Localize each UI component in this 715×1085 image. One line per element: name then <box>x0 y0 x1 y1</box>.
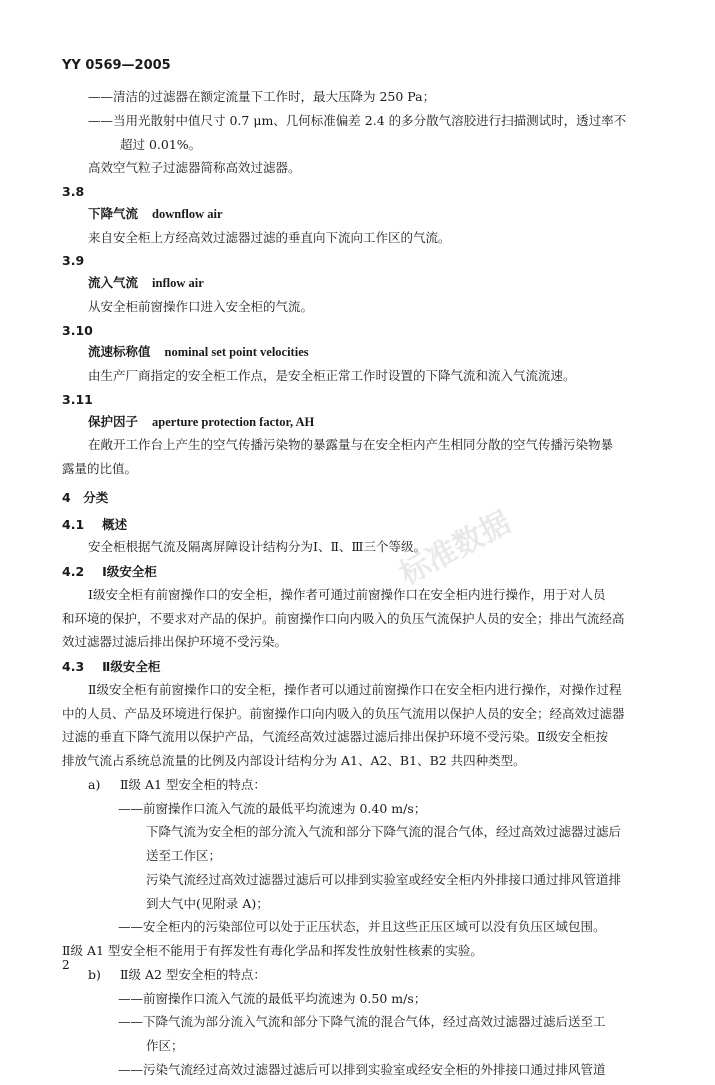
watermark: 标准数据 <box>394 505 517 593</box>
list-subitem: ——污染气流经过高效过滤器过滤后可以排到实验室或经安全柜的外排接口通过排风管道 <box>118 1061 606 1077</box>
list-title: Ⅱ级 A1 型安全柜的特点： <box>120 776 266 792</box>
paragraph-line: 排放气流占系统总流量的比例及内部设计结构分为 A1、A2、B1、B2 共四种类型。 <box>62 753 526 768</box>
clause-number: 4.3 <box>62 659 85 674</box>
term-en: nominal set point velocities <box>164 345 309 360</box>
term-cn: 流速标称值 <box>88 344 151 360</box>
clause-title: Ⅰ级安全柜 <box>102 564 157 579</box>
paragraph-line: 过滤的垂直下降气流用以保护产品，气流经高效过滤器过滤后排出保护环境不受污染。Ⅱ级安全柜按 <box>62 729 608 745</box>
paragraph-line: Ⅰ级安全柜有前窗操作口的安全柜，操作者可通过前窗操作口在安全柜内进行操作，用于对人员 <box>88 586 606 602</box>
list-subitem: 污染气流经过高效过滤器过滤后可以排到实验室或经安全柜内外排接口通过排风管道排 <box>146 871 622 887</box>
section-number: 3.11 <box>62 391 93 407</box>
list-item-a <box>62 776 662 795</box>
clause-number: 4.1 <box>62 516 85 532</box>
term-heading <box>62 274 662 293</box>
clause-title: 概述 <box>102 516 128 532</box>
paragraph-line: Ⅱ级安全柜有前窗操作口的安全柜，操作者可以通过前窗操作口在安全柜内进行操作，对操作过程 <box>88 681 622 697</box>
clause-number: 4.2 <box>62 564 85 579</box>
clause-title: Ⅱ级安全柜 <box>102 659 161 674</box>
standard-number: YY 0569—2005 <box>62 58 171 73</box>
term-en: inflow air <box>152 276 204 290</box>
text-line: 超过 0.01%。 <box>120 136 202 152</box>
list-marker: b) <box>88 966 101 982</box>
clause-heading <box>62 658 662 677</box>
section-number: 3.9 <box>62 253 85 269</box>
section-number: 3.10 <box>62 322 93 338</box>
term-en: downflow air <box>152 206 223 221</box>
term-heading <box>62 343 662 362</box>
page-body <box>62 88 662 1085</box>
list-subitem: ——下降气流为部分流入气流和部分下降气流的混合气体，经过高效过滤器过滤后送至工 <box>118 1014 606 1030</box>
list-subitem: 下降气流为安全柜的部分流入气流和部分下降气流的混合气体，经过高效过滤器过滤后 <box>146 824 622 840</box>
list-subitem: 送至工作区； <box>146 848 222 863</box>
list-marker: a) <box>88 776 101 792</box>
text-line: ——当用光散射中值尺寸 0.7 μm、几何标准偏差 2.4 的多分散气溶胶进行扫描测试时，透过率不 <box>88 112 627 128</box>
term-cn: 下降气流 <box>88 205 139 221</box>
term-en: aperture protection factor, AH <box>152 414 315 429</box>
term-cn: 保护因子 <box>88 413 139 429</box>
list-subitem: 到大气中(见附录 A)； <box>146 895 269 911</box>
term-definition: 来自安全柜上方经高效过滤器过滤的垂直向下流向工作区的气流。 <box>88 229 451 245</box>
term-heading <box>62 205 662 224</box>
paragraph-line: 中的人员、产品及环境进行保护。前窗操作口向内吸入的负压气流用以保护人员的安全；经高效过滤器 <box>62 705 625 721</box>
term-definition: 由生产厂商指定的安全柜工作点，是安全柜正常工作时设置的下降气流和流入气流流速。 <box>88 368 576 383</box>
term-heading <box>62 413 662 432</box>
list-subitem: ——前窗操作口流入气流的最低平均流速为 0.40 m/s； <box>118 800 427 816</box>
page-number: 2 <box>62 958 70 972</box>
chapter-heading: 4 分类 <box>62 489 109 505</box>
paragraph-line: 效过滤器过滤后排出保护环境不受污染。 <box>62 634 288 650</box>
list-subitem: ——安全柜内的污染部位可以处于正压状态，并且这些正压区域可以没有负压区域包围。 <box>118 919 606 935</box>
term-definition: 露量的比值。 <box>62 461 138 476</box>
list-title: Ⅱ级 A2 型安全柜的特点： <box>120 966 266 982</box>
paragraph-line: 和环境的保护，不要求对产品的保护。前窗操作口向内吸入的负压气流保护人员的安全；排出气流经高 <box>62 610 625 626</box>
section-number: 3.8 <box>62 184 85 199</box>
list-item-b <box>62 966 662 985</box>
text-line: ——清洁的过滤器在额定流量下工作时，最大压降为 250 Pa； <box>88 89 436 104</box>
text-line: 高效空气粒子过滤器简称高效过滤器。 <box>88 160 301 176</box>
note-line: Ⅱ级 A1 型安全柜不能用于有挥发性有毒化学品和挥发性放射性核素的实验。 <box>62 943 483 958</box>
list-subitem: 作区； <box>146 1038 184 1053</box>
term-definition: 从安全柜前窗操作口进入安全柜的气流。 <box>88 298 314 314</box>
list-subitem: ——前窗操作口流入气流的最低平均流速为 0.50 m/s； <box>118 990 427 1006</box>
term-cn: 流入气流 <box>88 275 139 290</box>
clause-heading <box>62 563 662 582</box>
paragraph: 安全柜根据气流及隔离屏障设计结构分为Ⅰ、Ⅱ、Ⅲ三个等级。 <box>88 539 426 555</box>
term-definition: 在敞开工作台上产生的空气传播污染物的暴露量与在安全柜内产生相同分散的空气传播污染物暴 <box>88 437 614 453</box>
